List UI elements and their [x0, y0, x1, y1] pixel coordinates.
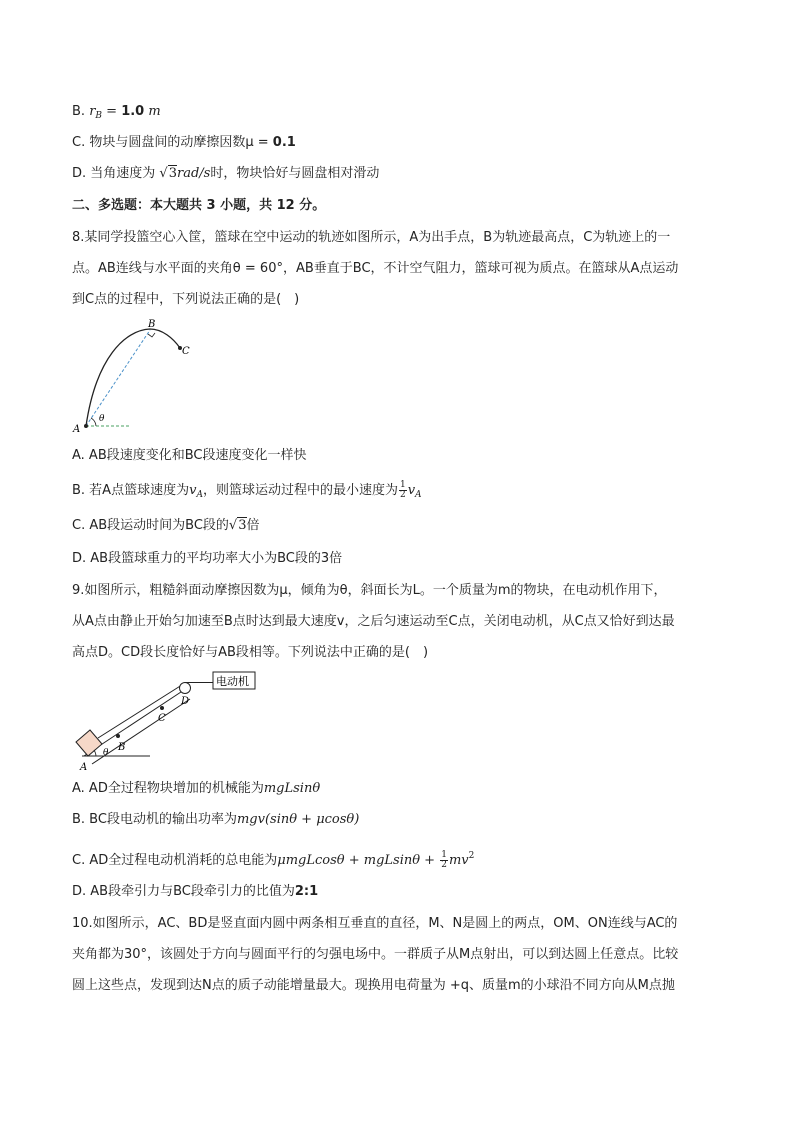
option-suffix: 倍: [246, 518, 260, 533]
q9-figure-incline: [70, 668, 270, 774]
q8-option-b: [72, 481, 422, 504]
label-theta: θ: [103, 748, 109, 758]
label-b: B: [118, 742, 126, 753]
label-c: C: [182, 346, 190, 357]
q8-option-d: D. AB段篮球重力的平均功率大小为BC段的3倍: [72, 551, 343, 566]
q9-stem-line-1: 9.如图所示，粗糙斜面动摩擦因数为μ，倾角为θ，斜面长为L。一个质量为m的物块，在电动机作用下，: [72, 583, 667, 598]
q9-stem-line-2: 从A点由静止开始匀加速至B点时达到最大速度v，之后匀速运动至C点，关闭电动机，从C点又恰好到达最: [72, 614, 675, 629]
sqrt-expr: √3: [159, 166, 177, 181]
fraction: [399, 481, 407, 500]
point-b: [116, 734, 120, 738]
math-sub: A: [415, 490, 422, 500]
q7-option-c: [72, 134, 296, 152]
label-c: C: [158, 713, 166, 724]
q8-stem-line-1: 8.某同学投篮空心入筐，篮球在空中运动的轨迹如图所示，A为出手点，B为轨迹最高点，C为轨迹上的一: [72, 230, 671, 245]
math-expr: mgLsinθ: [263, 781, 321, 796]
label-a: A: [80, 762, 88, 773]
point-c: [160, 706, 164, 710]
fraction-den: 2: [441, 860, 447, 870]
math-var: v: [407, 483, 416, 498]
label-d: D: [181, 696, 190, 707]
math-value: 1.0: [121, 104, 145, 119]
math-unit: m: [144, 104, 161, 119]
label-b: B: [148, 319, 156, 330]
block: [76, 730, 102, 756]
q7-option-d: [72, 165, 379, 183]
sqrt-radicand: 3: [168, 166, 177, 181]
option-prefix: D. 当角速度为: [72, 166, 160, 181]
q10-stem-line-3: 圆上这些点，发现到达N点的质子动能增量最大。现换用电荷量为 +q、质量m的小球沿不同方向从M点抛: [72, 978, 675, 993]
fraction-num: 1: [441, 850, 447, 860]
q8-option-a: A. AB段速度变化和BC段速度变化一样快: [72, 448, 307, 463]
option-text: C. 物块与圆盘间的动摩擦因数μ =: [72, 135, 273, 150]
point-a: [84, 424, 88, 428]
q7-option-b: [72, 103, 161, 125]
math-expr: mgv(sinθ + μcosθ): [236, 812, 360, 827]
q10-stem-line-1: 10.如图所示，AC、BD是竖直面内圆中两条相互垂直的直径，M、N是圆上的两点，OM、ON连线与AC的: [72, 916, 678, 931]
q8-option-c: [72, 517, 260, 535]
math-sub: A: [196, 490, 203, 500]
option-prefix: A. AD全过程物块增加的机械能为: [72, 781, 264, 796]
q8-stem-line-3: 到C点的过程中，下列说法正确的是( ): [72, 292, 300, 307]
math-expr: μmgLcosθ + mgLsinθ +: [277, 853, 440, 868]
option-suffix: 时，物块恰好与圆盘相对滑动: [210, 166, 380, 181]
motor-label: 电动机: [216, 675, 249, 688]
q8-figure-trajectory: [70, 318, 210, 436]
q8-stem-line-2: 点。AB连线与水平面的夹角θ = 60°，AB垂直于BC，不计空气阻力，篮球可视为质点。在篮球从A点运动: [72, 261, 679, 276]
fraction-num: 1: [399, 480, 406, 490]
ab-dashed-line: [86, 330, 150, 426]
math-value: 0.1: [272, 135, 296, 150]
option-prefix: D. AB段牵引力与BC段牵引力的比值为: [72, 884, 295, 899]
q9-option-c: [72, 847, 474, 870]
math-sup: 2: [468, 851, 475, 861]
section-header: 二、多选题：本大题共 3 小题，共 12 分。: [72, 198, 326, 213]
q9-option-d: [72, 883, 318, 901]
label-a: A: [73, 424, 81, 435]
option-prefix: B. BC段电动机的输出功率为: [72, 812, 237, 827]
q9-option-b: [72, 811, 359, 829]
option-mid: ，则篮球运动过程中的最小速度为: [202, 483, 398, 498]
math-value: 2:1: [294, 884, 319, 899]
q9-stem-line-3: 高点D。CD段长度恰好与AB段相等。下列说法中正确的是( ): [72, 645, 429, 660]
math-expr: mv: [448, 853, 469, 868]
theta-arc: [94, 750, 96, 756]
q9-option-a: [72, 780, 320, 798]
sqrt-radicand: 3: [238, 518, 247, 533]
math-eq: =: [102, 104, 122, 119]
trajectory-curve: [86, 329, 180, 426]
math-unit: rad/s: [177, 166, 211, 181]
option-prefix: B. 若A点篮球速度为: [72, 483, 190, 498]
math-sub: B: [95, 111, 103, 121]
fraction-den: 2: [399, 490, 406, 500]
option-prefix: C. AD全过程电动机消耗的总电能为: [72, 853, 278, 868]
right-angle-mark: [148, 333, 155, 337]
pulley: [180, 683, 191, 694]
label-theta: θ: [99, 414, 105, 424]
math-var: v: [189, 483, 197, 498]
sqrt-expr: √3: [228, 518, 247, 533]
theta-arc: [91, 418, 96, 426]
math-var: r: [89, 104, 96, 119]
option-prefix: B.: [72, 104, 90, 119]
option-prefix: C. AB段运动时间为BC段的: [72, 518, 229, 533]
q10-stem-line-2: 夹角都为30°，该圆处于方向与圆面平行的匀强电场中。一群质子从M点射出，可以到达圆上任意点。比较: [72, 947, 679, 962]
fraction: [440, 851, 448, 870]
